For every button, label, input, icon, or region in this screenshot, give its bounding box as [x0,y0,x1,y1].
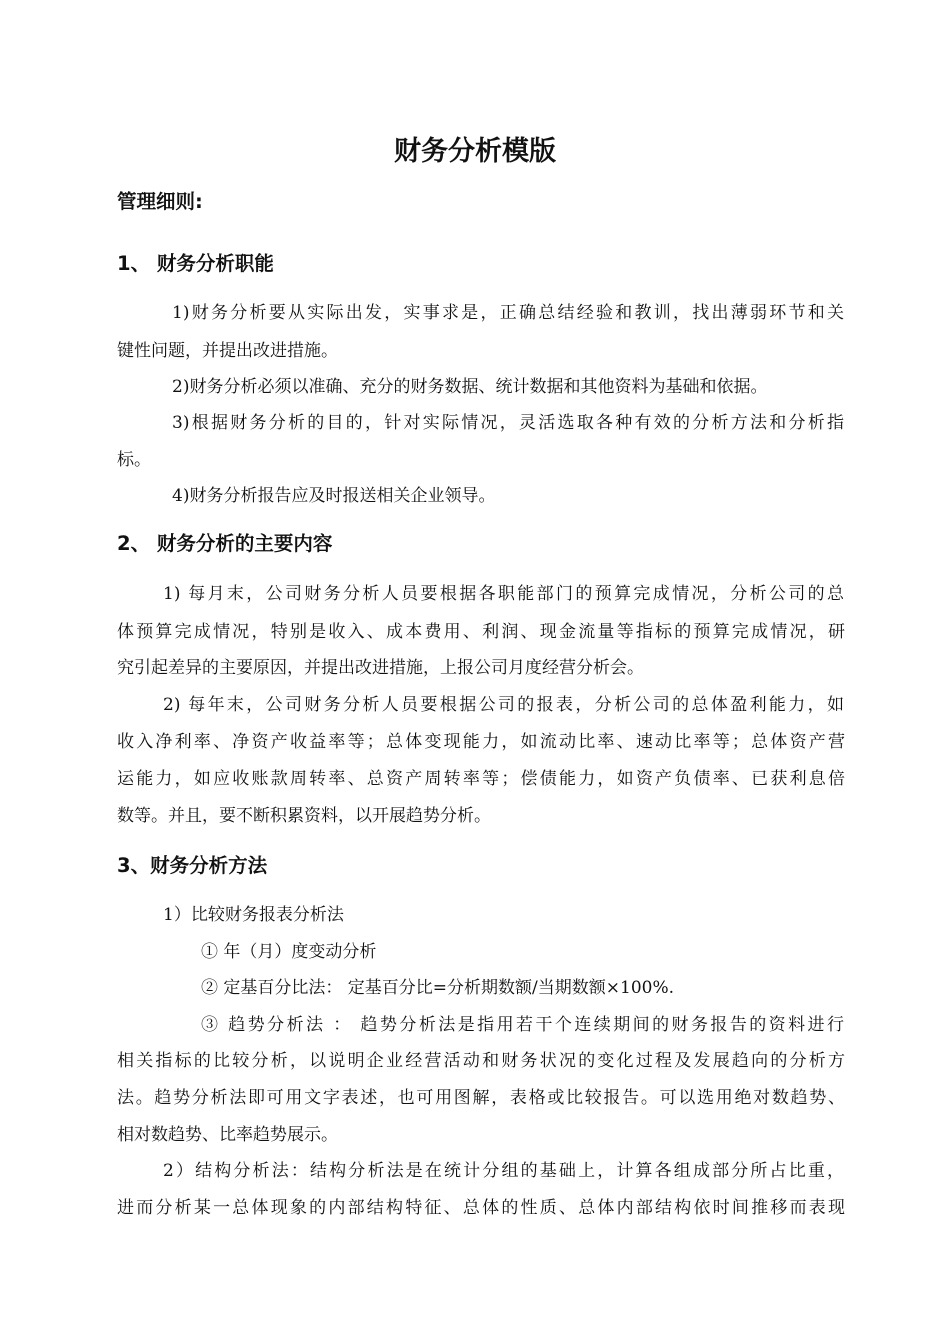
s3-method-2-line1: 2）结构分析法：结构分析法是在统计分组的基础上，计算各组成部分所占比重， [163,1161,844,1181]
s1-p3-line2: 标。 [117,450,151,470]
s3-method-1c-line2: 相关指标的比较分析，以说明企业经营活动和财务状况的变化过程及发展趋向的分析方 [117,1051,845,1071]
s3-method-1c-line4: 相对数趋势、比率趋势展示。 [117,1125,338,1145]
section-1-heading: 1、 财务分析职能 [117,252,274,275]
s2-p2-line1: 2) 每年末，公司财务分析人员要根据公司的报表，分析公司的总体盈利能力，如 [163,695,844,715]
s1-p3-line1: 3)根据财务分析的目的，针对实际情况，灵活选取各种有效的分析方法和分析指 [172,413,844,433]
s3-method-1c-line3: 法。趋势分析法即可用文字表述，也可用图解，表格或比较报告。可以选用绝对数趋势、 [117,1088,845,1108]
s2-p1-line1: 1) 每月末，公司财务分析人员要根据各职能部门的预算完成情况，分析公司的总 [163,584,844,604]
s3-method-1a: ① 年（月）度变动分析 [201,942,377,962]
s1-p4: 4)财务分析报告应及时报送相关企业领导。 [172,486,496,506]
s3-method-1c-line1: ③ 趋势分析法 ： 趋势分析法是指用若干个连续期间的财务报告的资料进行 [201,1015,844,1035]
s3-method-1: 1）比较财务报表分析法 [163,905,344,925]
s3-method-2-line2: 进而分析某一总体现象的内部结构特征、总体的性质、总体内部结构依时间推移而表现 [117,1198,845,1218]
s1-p2: 2)财务分析必须以准确、充分的财务数据、统计数据和其他资料为基础和依据。 [172,377,768,397]
document-title: 财务分析模版 [394,136,556,167]
s1-p1-line2: 键性问题，并提出改进措施。 [117,341,338,361]
s2-p2-line3: 运能力，如应收账款周转率、总资产周转率等；偿债能力，如资产负债率、已获利息倍 [117,769,845,789]
subtitle: 管理细则: [117,190,203,213]
s2-p1-line3: 究引起差异的主要原因，并提出改进措施，上报公司月度经营分析会。 [117,658,644,678]
s2-p2-line4: 数等。并且，要不断积累资料，以开展趋势分析。 [117,806,491,826]
s3-method-1b: ② 定基百分比法： 定基百分比=分析期数额/当期数额×100%. [201,978,675,998]
s2-p2-line2: 收入净利率、净资产收益率等；总体变现能力，如流动比率、速动比率等；总体资产营 [117,732,845,752]
s1-p1-line1: 1)财务分析要从实际出发，实事求是，正确总结经验和教训，找出薄弱环节和关 [172,303,844,323]
s2-p1-line2: 体预算完成情况，特别是收入、成本费用、利润、现金流量等指标的预算完成情况，研 [117,622,845,642]
section-3-heading: 3、财务分析方法 [117,854,268,877]
section-2-heading: 2、 财务分析的主要内容 [117,532,333,555]
